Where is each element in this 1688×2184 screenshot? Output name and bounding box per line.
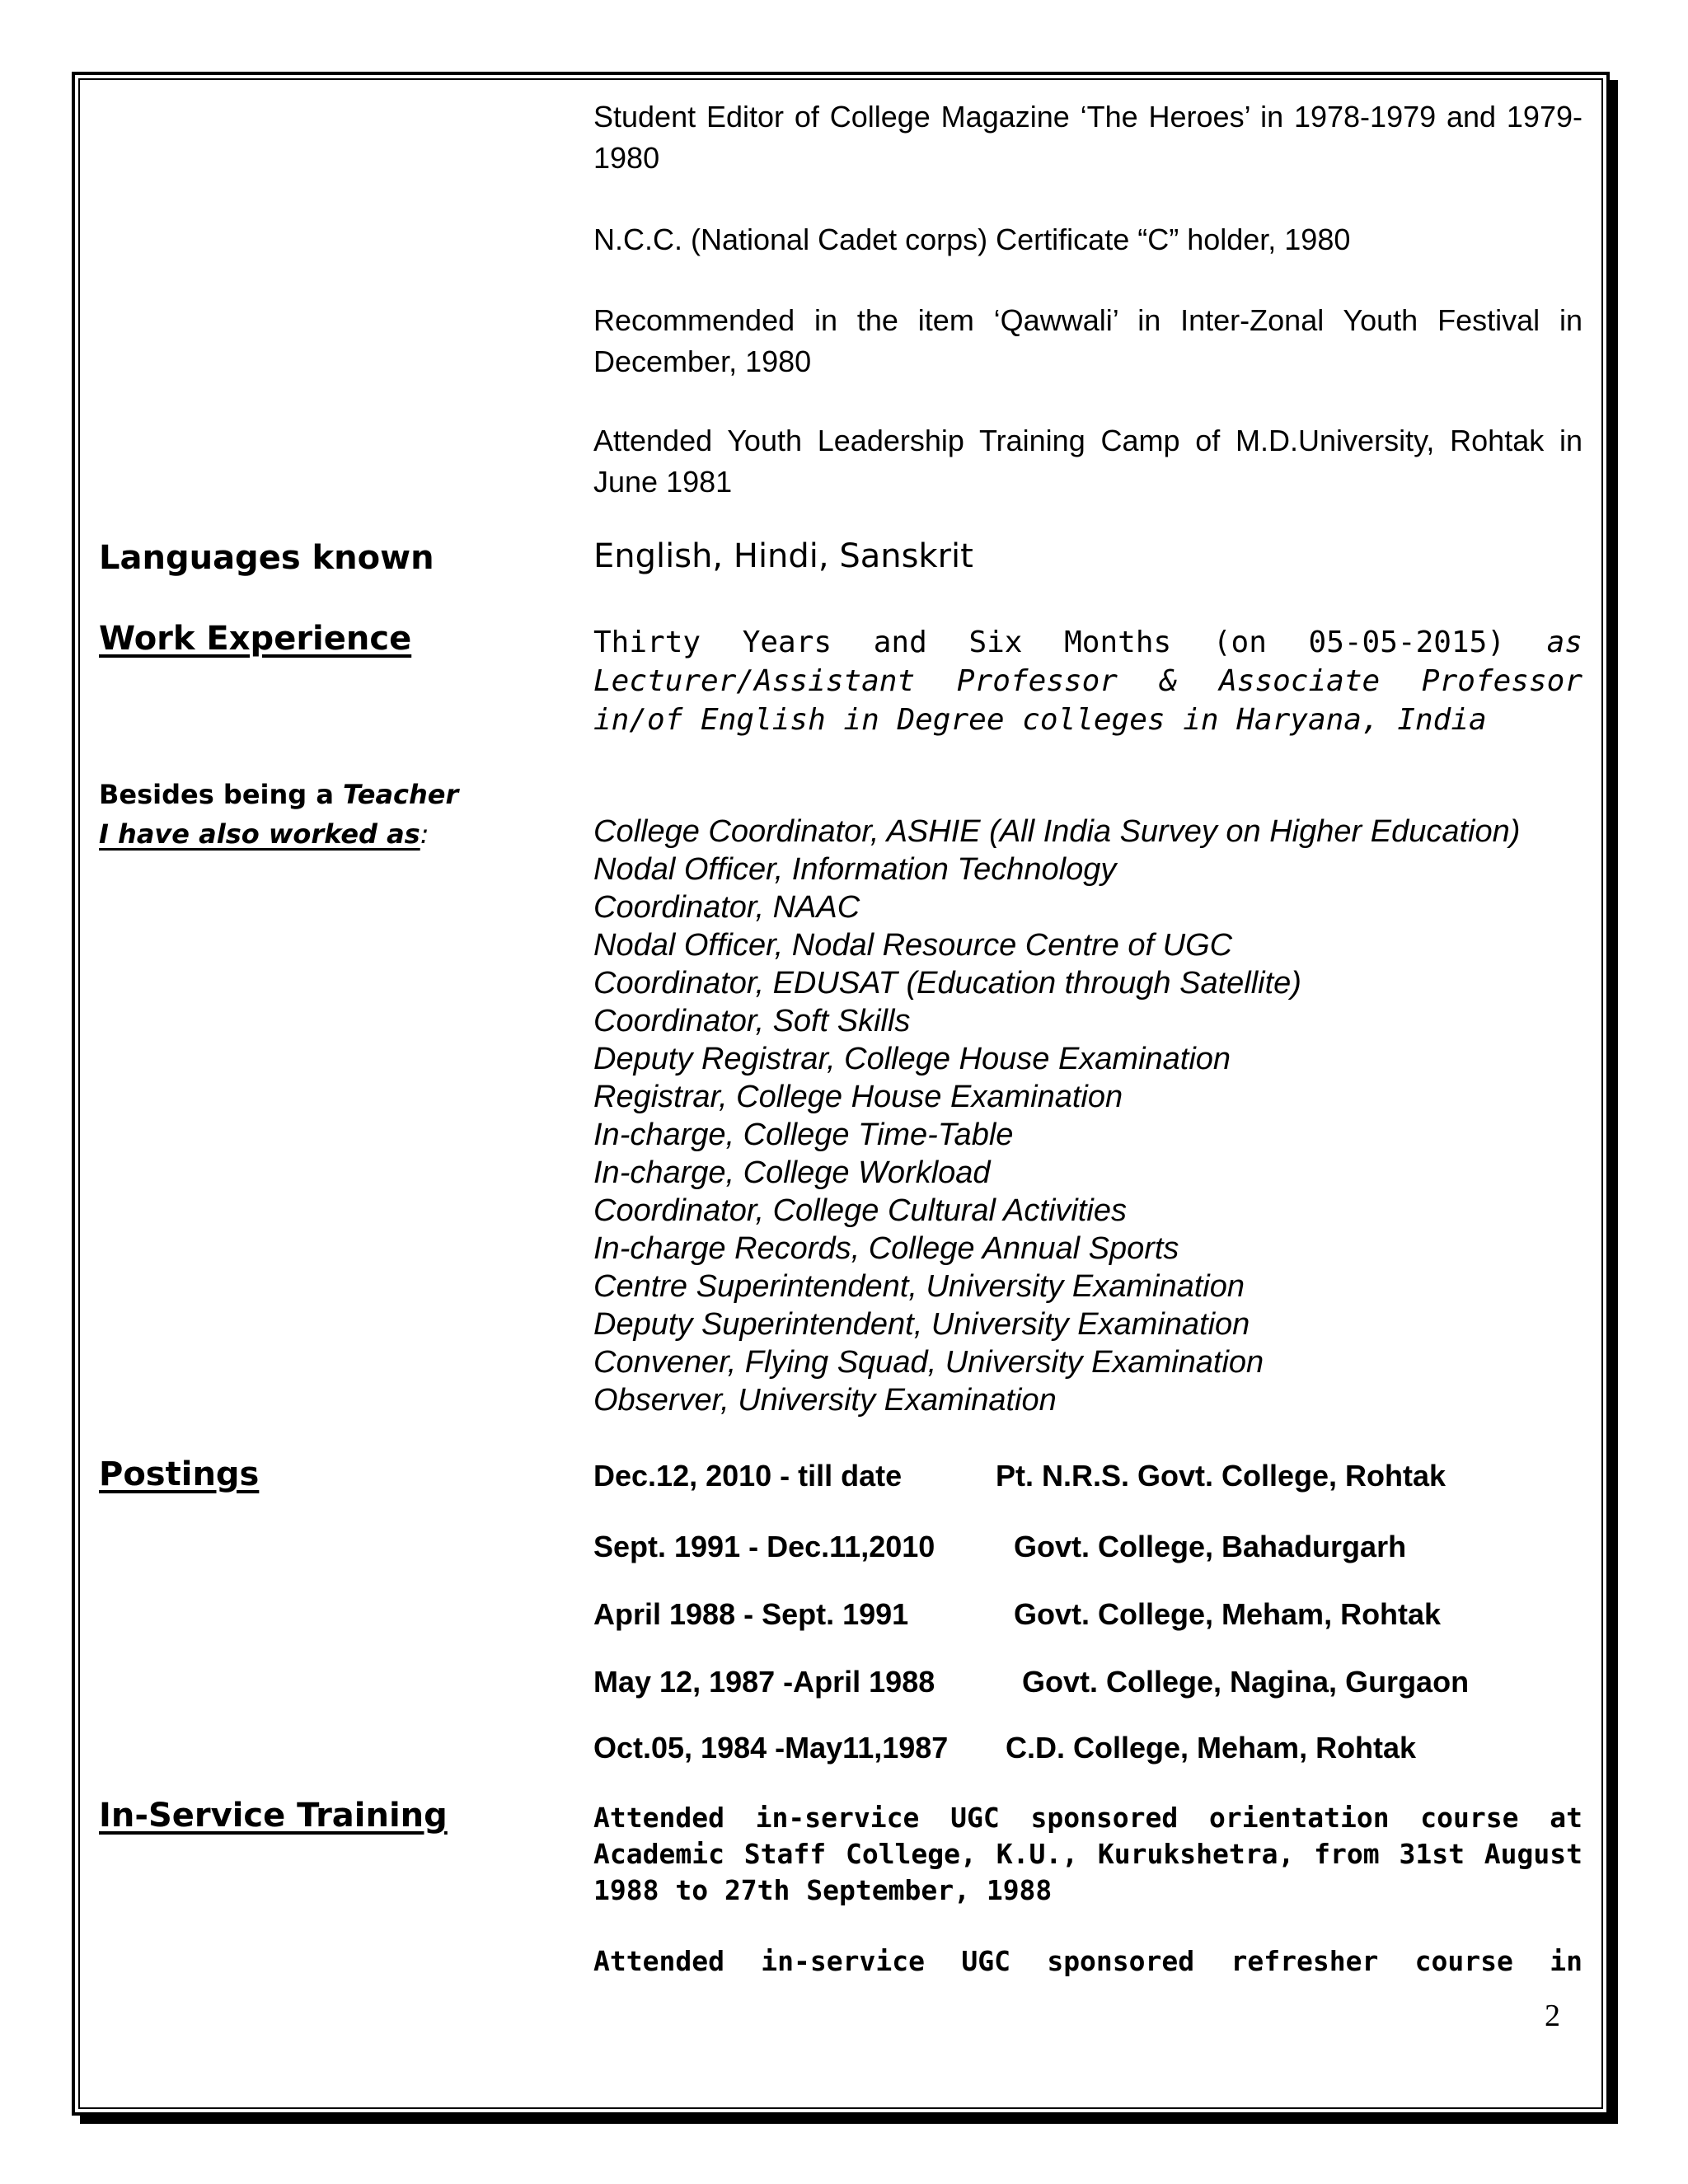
posting-place: C.D. College, Meham, Rohtak <box>1006 1731 1417 1765</box>
work-experience-duration: Thirty Years and Six Months (on 05-05-2015) <box>593 626 1505 659</box>
role-item: College Coordinator, ASHIE (All India Survey on Higher Education) <box>593 814 1521 849</box>
role-item: In-charge, College Workload <box>593 1155 991 1190</box>
posting-period: Dec.12, 2010 - till date <box>593 1459 903 1493</box>
role-item: Deputy Registrar, College House Examination <box>593 1042 1231 1076</box>
page-number: 2 <box>1545 1999 1560 2033</box>
role-item: In-charge Records, College Annual Sports <box>593 1231 1179 1266</box>
posting-period: April 1988 - Sept. 1991 <box>593 1597 909 1631</box>
role-item: Registrar, College House Examination <box>593 1080 1123 1114</box>
role-item: Coordinator, NAAC <box>593 890 860 925</box>
in-service-para: Attended in-service UGC sponsored refresher course in <box>593 1945 1582 1977</box>
besides-line-2: I have also worked as: <box>99 818 429 850</box>
languages-label: Languages known <box>99 539 434 577</box>
role-item: Convener, Flying Squad, University Examination <box>593 1345 1264 1380</box>
activity-item: Recommended in the item ‘Qawwali’ in Inter-Zonal Youth Festival in December, 1980 <box>593 303 1582 378</box>
role-item: In-charge, College Time-Table <box>593 1118 1014 1152</box>
roles-list <box>593 813 1520 1419</box>
role-item: Coordinator, Soft Skills <box>593 1004 911 1038</box>
posting-place: Govt. College, Bahadurgarh <box>1014 1530 1407 1563</box>
in-service-para: Attended in-service UGC sponsored orientation course at Academic Staff College, K.U., Kurukshetra, from 31st August 1988 to 27th September, 1988 <box>593 1802 1582 1906</box>
posting-place: Pt. N.R.S. Govt. College, Rohtak <box>996 1459 1447 1493</box>
role-item: Coordinator, EDUSAT (Education through Satellite) <box>593 966 1301 1001</box>
in-service-label: In-Service Training <box>99 1797 448 1835</box>
role-item: Deputy Superintendent, University Examination <box>593 1307 1250 1342</box>
posting-period: Sept. 1991 - Dec.11,2010 <box>593 1530 935 1563</box>
work-experience-label: Work Experience <box>99 620 412 658</box>
posting-place: Govt. College, Nagina, Gurgaon <box>1022 1665 1470 1699</box>
role-item: Centre Superintendent, University Examination <box>593 1269 1245 1304</box>
role-item: Nodal Officer, Nodal Resource Centre of UGC <box>593 928 1233 963</box>
languages-value: English, Hindi, Sanskrit <box>593 537 973 575</box>
posting-period: May 12, 1987 -April 1988 <box>593 1665 935 1699</box>
role-item: Nodal Officer, Information Technology <box>593 852 1117 887</box>
activity-item: N.C.C. (National Cadet corps) Certificate “C” holder, 1980 <box>593 223 1351 256</box>
posting-place: Govt. College, Meham, Rohtak <box>1014 1597 1442 1631</box>
role-item: Observer, University Examination <box>593 1383 1057 1418</box>
role-item: Coordinator, College Cultural Activities <box>593 1193 1128 1228</box>
activity-item: Attended Youth Leadership Training Camp of M.D.University, Rohtak in June 1981 <box>593 424 1582 499</box>
activity-item: Student Editor of College Magazine ‘The Heroes’ in 1978-1979 and 1979-1980 <box>593 100 1582 175</box>
posting-period: Oct.05, 1984 -May11,1987 <box>593 1731 949 1765</box>
work-experience-role: as Lecturer/Assistant Professor & Associate Professor in/of English in Degree colleges in Haryana, India <box>593 626 1582 737</box>
besides-heading <box>99 775 458 854</box>
work-experience-text <box>593 623 1582 739</box>
besides-line-1: Besides being a Teacher <box>99 779 459 810</box>
postings-label: Postings <box>99 1455 260 1493</box>
